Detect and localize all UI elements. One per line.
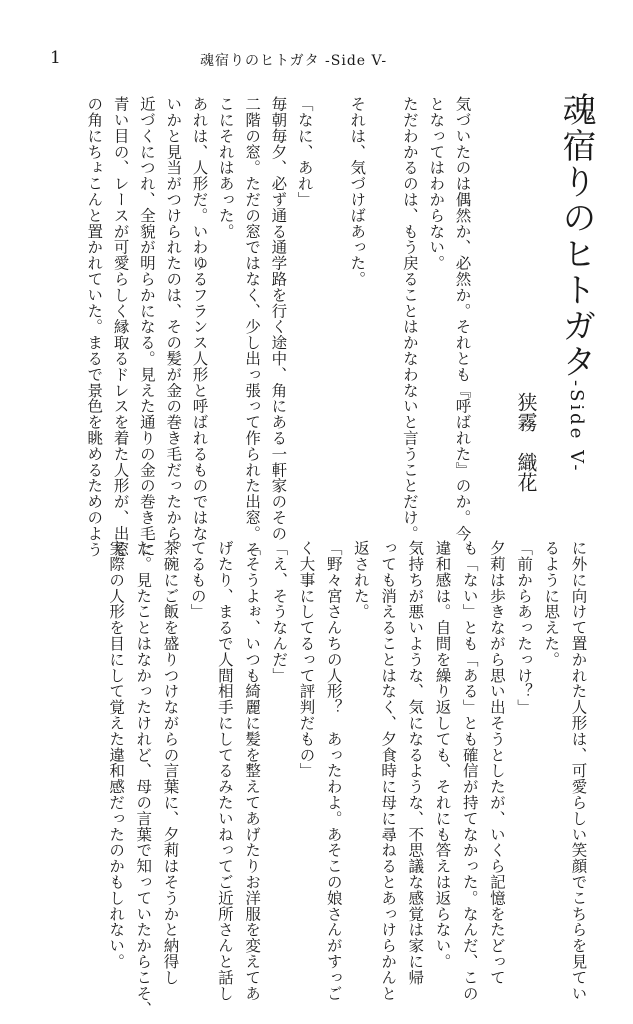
lower-text-line: げたり、まるで人間相手にしてるみたいねってご近所さんと話し (215, 540, 234, 1002)
upper-text-line: いかと見当がつけられたのは、その髪が金の巻き毛だったから。 (164, 96, 183, 558)
lower-text-line: るように思えた。 (542, 540, 561, 668)
lower-text-line: 「え、そうなんだ」 (270, 540, 289, 684)
lower-text-line: く大事にしてるって評判だもの」 (297, 540, 316, 779)
lower-text-line: 夕莉は歩きながら思い出そうとしたが、いくら記憶をたどって (487, 540, 506, 986)
upper-text-line: 毎朝毎夕、必ず通る通学路を行く途中、角にある一軒家のその (269, 96, 288, 542)
upper-text-line: の角にちょこんと置かれていた。まるで景色を眺めるためのよう (85, 96, 104, 558)
title-subtitle: -Side V- (566, 380, 587, 474)
upper-text-line: 「なに、あれ」 (295, 96, 314, 208)
lower-text-line: も「ない」とも「ある」とも確信が持てなかった。なんだ、この (460, 540, 479, 1002)
upper-text-line: 二階の窓。ただの窓ではなく、少し出っ張って作られた出窓。そ (243, 96, 262, 558)
title-main: 魂宿りのヒトガタ (556, 92, 596, 380)
upper-text-line: ただわかるのは、もう戻ることはかなわないと言うことだけ。 (400, 96, 419, 542)
lower-text-line: 気持ちが悪いような、気になるような、不思議な感覚は家に帰 (406, 540, 425, 986)
lower-text-line: 返された。 (351, 540, 370, 620)
lower-text-line: っても消えることはなく、夕食時に母に尋ねるとあっけらかんと (379, 540, 398, 1002)
lower-text-line: に外に向けて置かれた人形は、可愛らしい笑顔でこちらを見てい (569, 540, 588, 1002)
upper-text-line: となってはわからない。 (427, 96, 446, 271)
lower-text-line: 違和感は。自問を繰り返しても、それにも答えは返らない。 (433, 540, 452, 970)
upper-text-line: 気づいたのは偶然か、必然か。それとも『呼ばれた』のか。今 (453, 96, 472, 542)
lower-text-line: 「野々宮さんちの人形？ あったわよ。あそこの娘さんがすっご (324, 540, 343, 1002)
lower-text-line: た。見たことはなかったけれど、母の言葉で知っていたからこそ、 (134, 540, 153, 1017)
upper-text-line: 青い目の、レースが可愛らしく縁取るドレスを着た人形が、出窓 (111, 96, 130, 558)
upper-text-line: それは、気づけばあった。 (348, 96, 367, 287)
upper-text-line: あれは、人形だ。いわゆるフランス人形と呼ばれるものではな (190, 96, 209, 542)
lower-text-line: 実際の人形を目にして覚えた違和感だったのかもしれない。 (107, 540, 126, 970)
running-header: 魂宿りのヒトガタ -Side V- (200, 53, 388, 69)
upper-text-line: こにそれはあった。 (216, 96, 235, 240)
lower-text-line: 茶碗にご飯を盛りつけながらの言葉に、夕莉はそうかと納得し (161, 540, 180, 986)
lower-text-line: てるもの」 (188, 540, 207, 620)
lower-text-line: 「そうよぉ、いつも綺麗に髪を整えてあげたりお洋服を変えてあ (243, 540, 262, 1002)
upper-text-line: 近づくにつれ、全貌が明らかになる。見えた通りの金の巻き毛に (137, 96, 156, 558)
lower-text-line: 「前からあったっけ？」 (515, 540, 534, 715)
story-title (552, 92, 601, 474)
page-number: 1 (50, 48, 61, 68)
author-name: 狭霧 織花 (514, 392, 538, 492)
